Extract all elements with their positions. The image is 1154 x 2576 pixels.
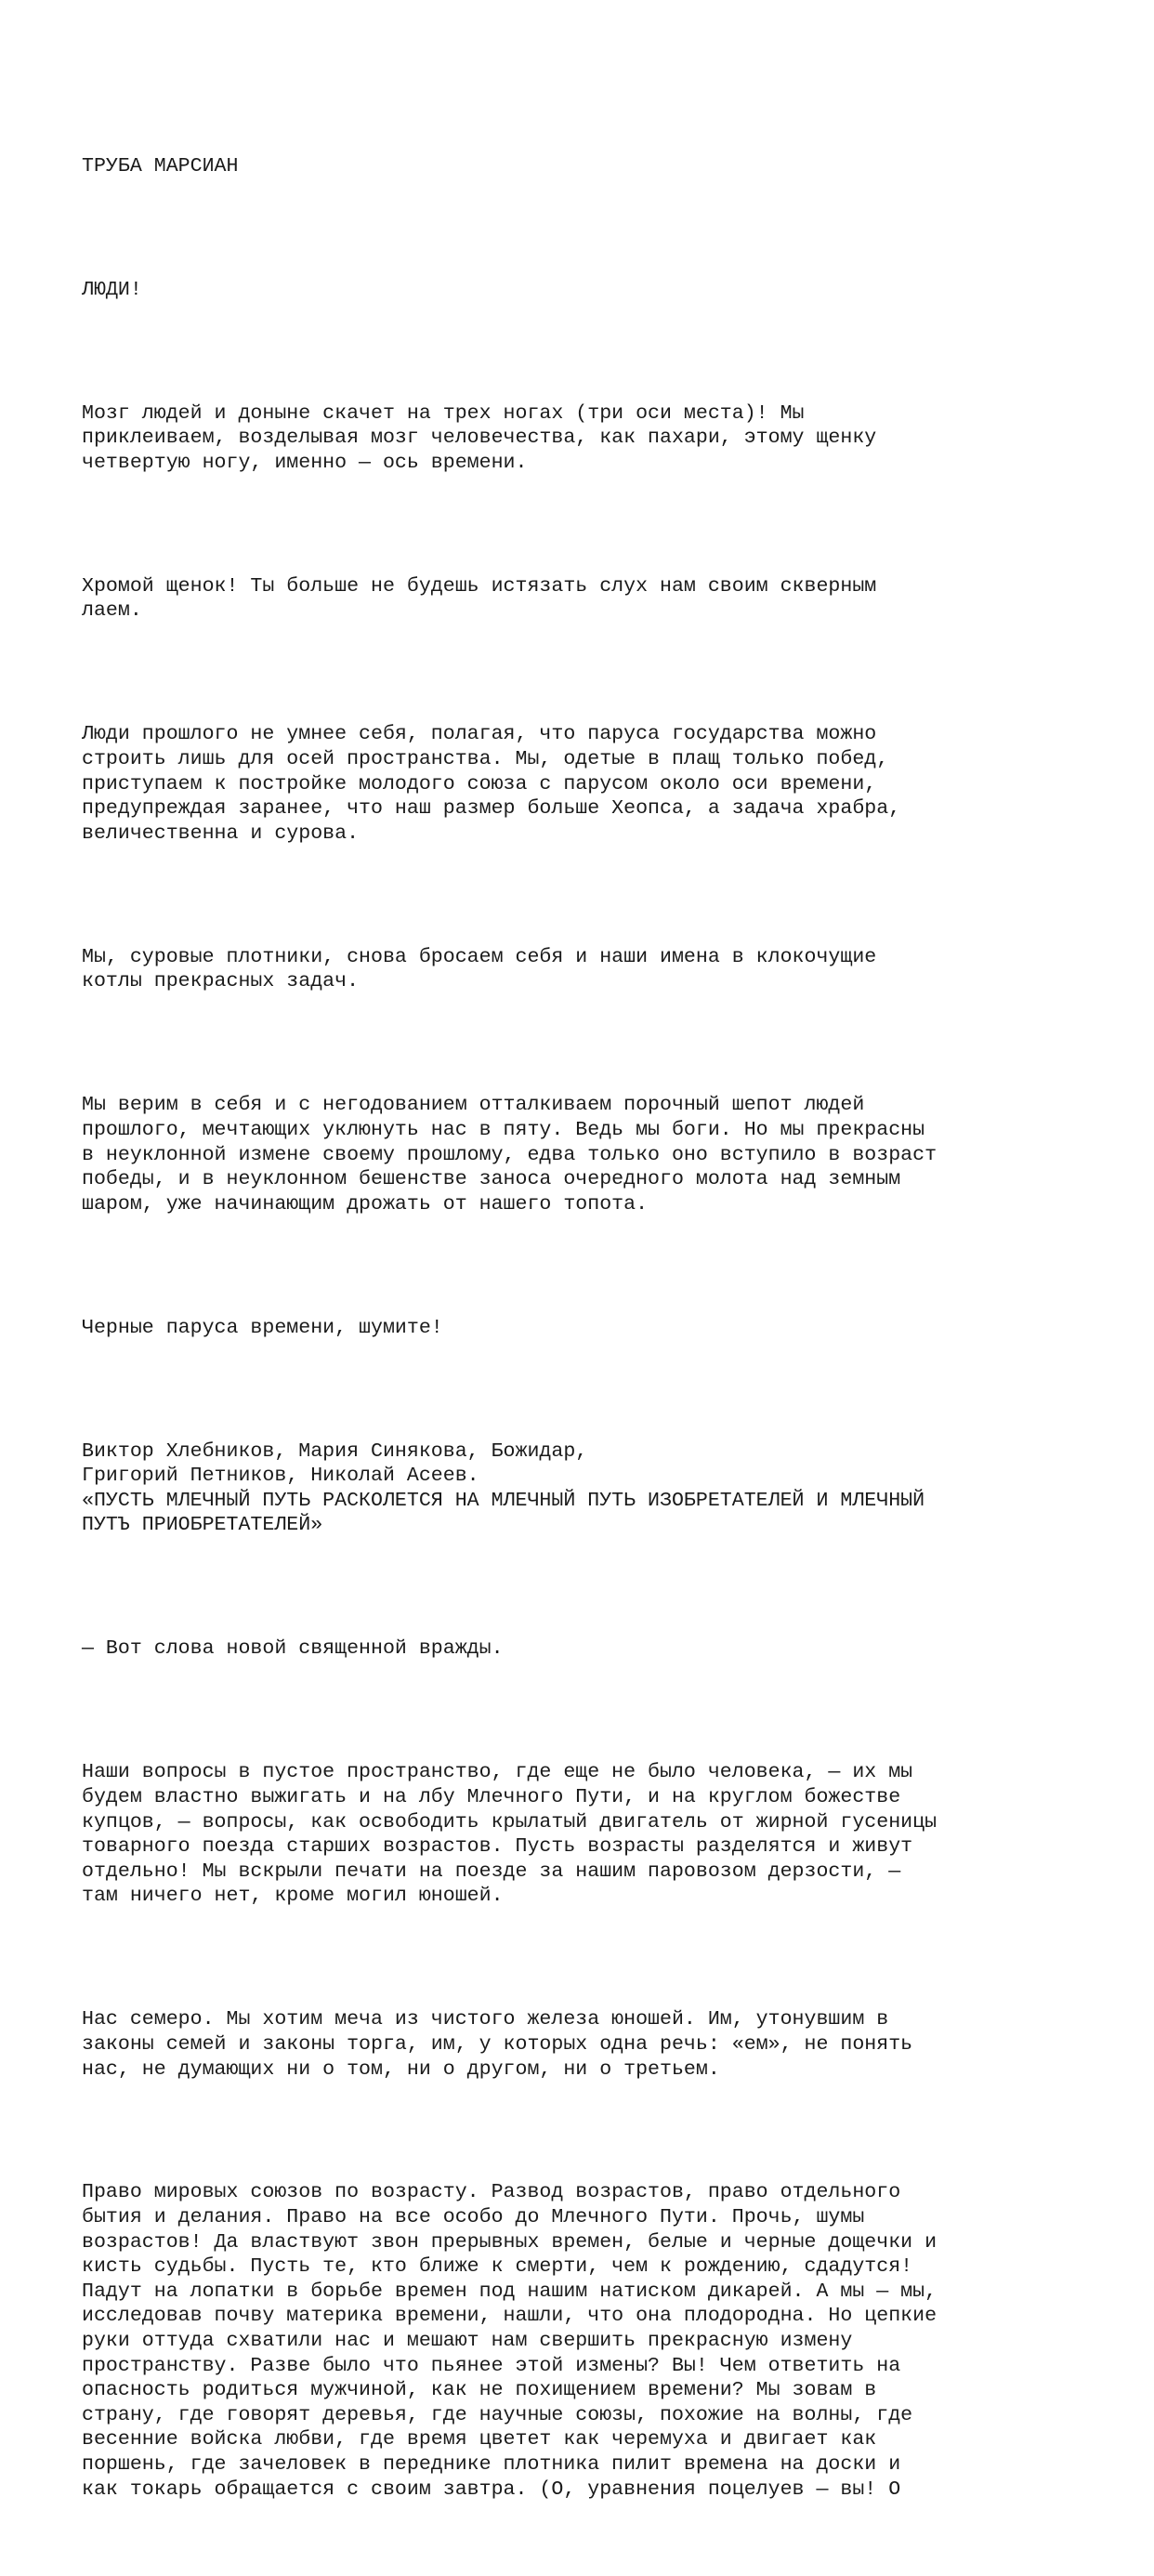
signatures-block <box>82 1439 1104 1538</box>
text-line: весенние войска любви, где время цветет как черемуха и двигает как <box>82 2428 877 2451</box>
text-line: страну, где говорят деревья, где научные союзы, похожие на волны, где <box>82 2403 913 2426</box>
slogan-line: ПУТЪ ПРИОБРЕТАТЕЛЕЙ» <box>82 1514 323 1537</box>
text-line: пространству. Разве было что пьянее этой измены? Вы! Чем ответить на <box>82 2354 901 2377</box>
text-line: Право мировых союзов по возрасту. Развод возрастов, право отдельного <box>82 2181 901 2204</box>
text-line: приступаем к постройке молодого союза с парусом около оси времени, <box>82 772 877 795</box>
text-line: руки оттуда схватили нас и мешают нам свершить прекрасную измену <box>82 2330 853 2353</box>
text-line: возрастов! Да властвуют звон прерывных времен, белые и черные дощечки и <box>82 2230 938 2254</box>
text-line: в неуклонной измене своему прошлому, едва только оно вступило в возраст <box>82 1143 938 1166</box>
text-line: поршень, где зачеловек в переднике плотника пилит времена на доски и <box>82 2453 901 2476</box>
text-line: — Вот слова новой священной вражды. <box>82 1637 504 1661</box>
text-line: Мы верим в себя и с негодованием отталкиваем порочный шепот людей <box>82 1094 865 1117</box>
text-line: лаем. <box>82 599 142 623</box>
text-line: купцов, — вопросы, как освободить крылатый двигатель от жирной гусеницы <box>82 1810 938 1833</box>
text-line: котлы прекрасных задач. <box>82 970 360 993</box>
text-line: товарного поезда старших возрастов. Пусть возрасты разделятся и живут <box>82 1835 913 1859</box>
paragraph-2 <box>82 574 1104 624</box>
paragraph-10 <box>82 2180 1104 2502</box>
text-line: Наши вопросы в пустое пространство, где еще не было человека, — их мы <box>82 1761 913 1784</box>
signature-line: Виктор Хлебников, Мария Синякова, Божидар, <box>82 1439 588 1463</box>
text-line: отдельно! Мы вскрыли печати на поезде за нашим паровозом дерзости, — <box>82 1860 901 1883</box>
text-line: строить лишь для осей пространства. Мы, одетые в плащ только побед, <box>82 748 889 771</box>
document-body <box>82 80 1104 2576</box>
text-line: четвертую ногу, именно — ось времени. <box>82 451 528 474</box>
text-line: будем властно выжигать и на лбу Млечного Пути, и на круглом божестве <box>82 1785 901 1808</box>
text-line: Хромой щенок! Ты больше не будешь истязать слух нам своим скверным <box>82 574 877 598</box>
document-title: ТРУБА МАРСИАН <box>82 154 239 177</box>
text-line: бытия и делания. Право на все особо до Млечного Пути. Прочь, шумы <box>82 2206 865 2229</box>
text-line: исследовав почву материка времени, нашли, что она плодородна. Но цепкие <box>82 2305 938 2328</box>
text-line: там ничего нет, кроме могил юношей. <box>82 1885 504 1908</box>
signature-line: Григорий Петников, Николай Асеев. <box>82 1465 479 1488</box>
text-line: кисть судьбы. Пусть те, кто ближе к смерти, чем к рождению, сдадутся! <box>82 2255 913 2279</box>
text-line: предупреждая заранее, что наш размер больше Хеопса, а задача храбра, <box>82 797 901 821</box>
text-line: величественна и сурова. <box>82 821 360 845</box>
text-line: опасность родиться мужчиной, как не похищением времени? Мы зовам в <box>82 2379 877 2402</box>
text-line: нас, не думающих ни о том, ни о другом, ни о третьем. <box>82 2057 720 2081</box>
paragraph-9 <box>82 2007 1104 2082</box>
text-line: Люди прошлого не умнее себя, полагая, что паруса государства можно <box>82 723 877 746</box>
text-line: Падут на лопатки в борьбе времен под нашим натиском дикарей. А мы — мы, <box>82 2280 938 2303</box>
paragraph-1 <box>82 401 1104 476</box>
text-line: Черные паруса времени, шумите! <box>82 1316 443 1339</box>
text-line: шаром, уже начинающим дрожать от нашего топота. <box>82 1192 649 1216</box>
slogan-line: «ПУСТЬ МЛЕЧНЫЙ ПУТЬ РАСКОЛЕТСЯ НА МЛЕЧНЫЙ ПУТЬ ИЗОБРЕТАТЕЛЕЙ И МЛЕЧНЫЙ <box>82 1489 925 1512</box>
text-line: победы, и в неуклонном бешенстве заноса очередного молота над земным <box>82 1168 901 1191</box>
paragraph-4 <box>82 945 1104 994</box>
text-line: приклеиваем, возделывая мозг человечества, как пахари, этому щенку <box>82 427 877 450</box>
paragraph-8 <box>82 1760 1104 1909</box>
paragraph-6 <box>82 1316 1104 1341</box>
paragraph-7 <box>82 1636 1104 1662</box>
text-line: как токарь обращается с своим завтра. (О, уравнения поцелуев — вы! О <box>82 2477 901 2501</box>
paragraph-3 <box>82 722 1104 846</box>
text-line: Мы, суровые плотники, снова бросаем себя и наши имена в клокочущие <box>82 945 877 968</box>
address-line: ЛЮДИ! <box>82 278 142 301</box>
paragraph-5 <box>82 1093 1104 1216</box>
text-line: законы семей и законы торга, им, у которых одна речь: «ем», не понять <box>82 2032 913 2056</box>
text-line: Мозг людей и доныне скачет на трех ногах (три оси места)! Мы <box>82 401 805 425</box>
text-line: Нас семеро. Мы хотим меча из чистого железа юношей. Им, утонувшим в <box>82 2008 889 2031</box>
text-line: прошлого, мечтающих уклюнуть нас в пяту. Ведь мы боги. Но мы прекрасны <box>82 1118 925 1141</box>
